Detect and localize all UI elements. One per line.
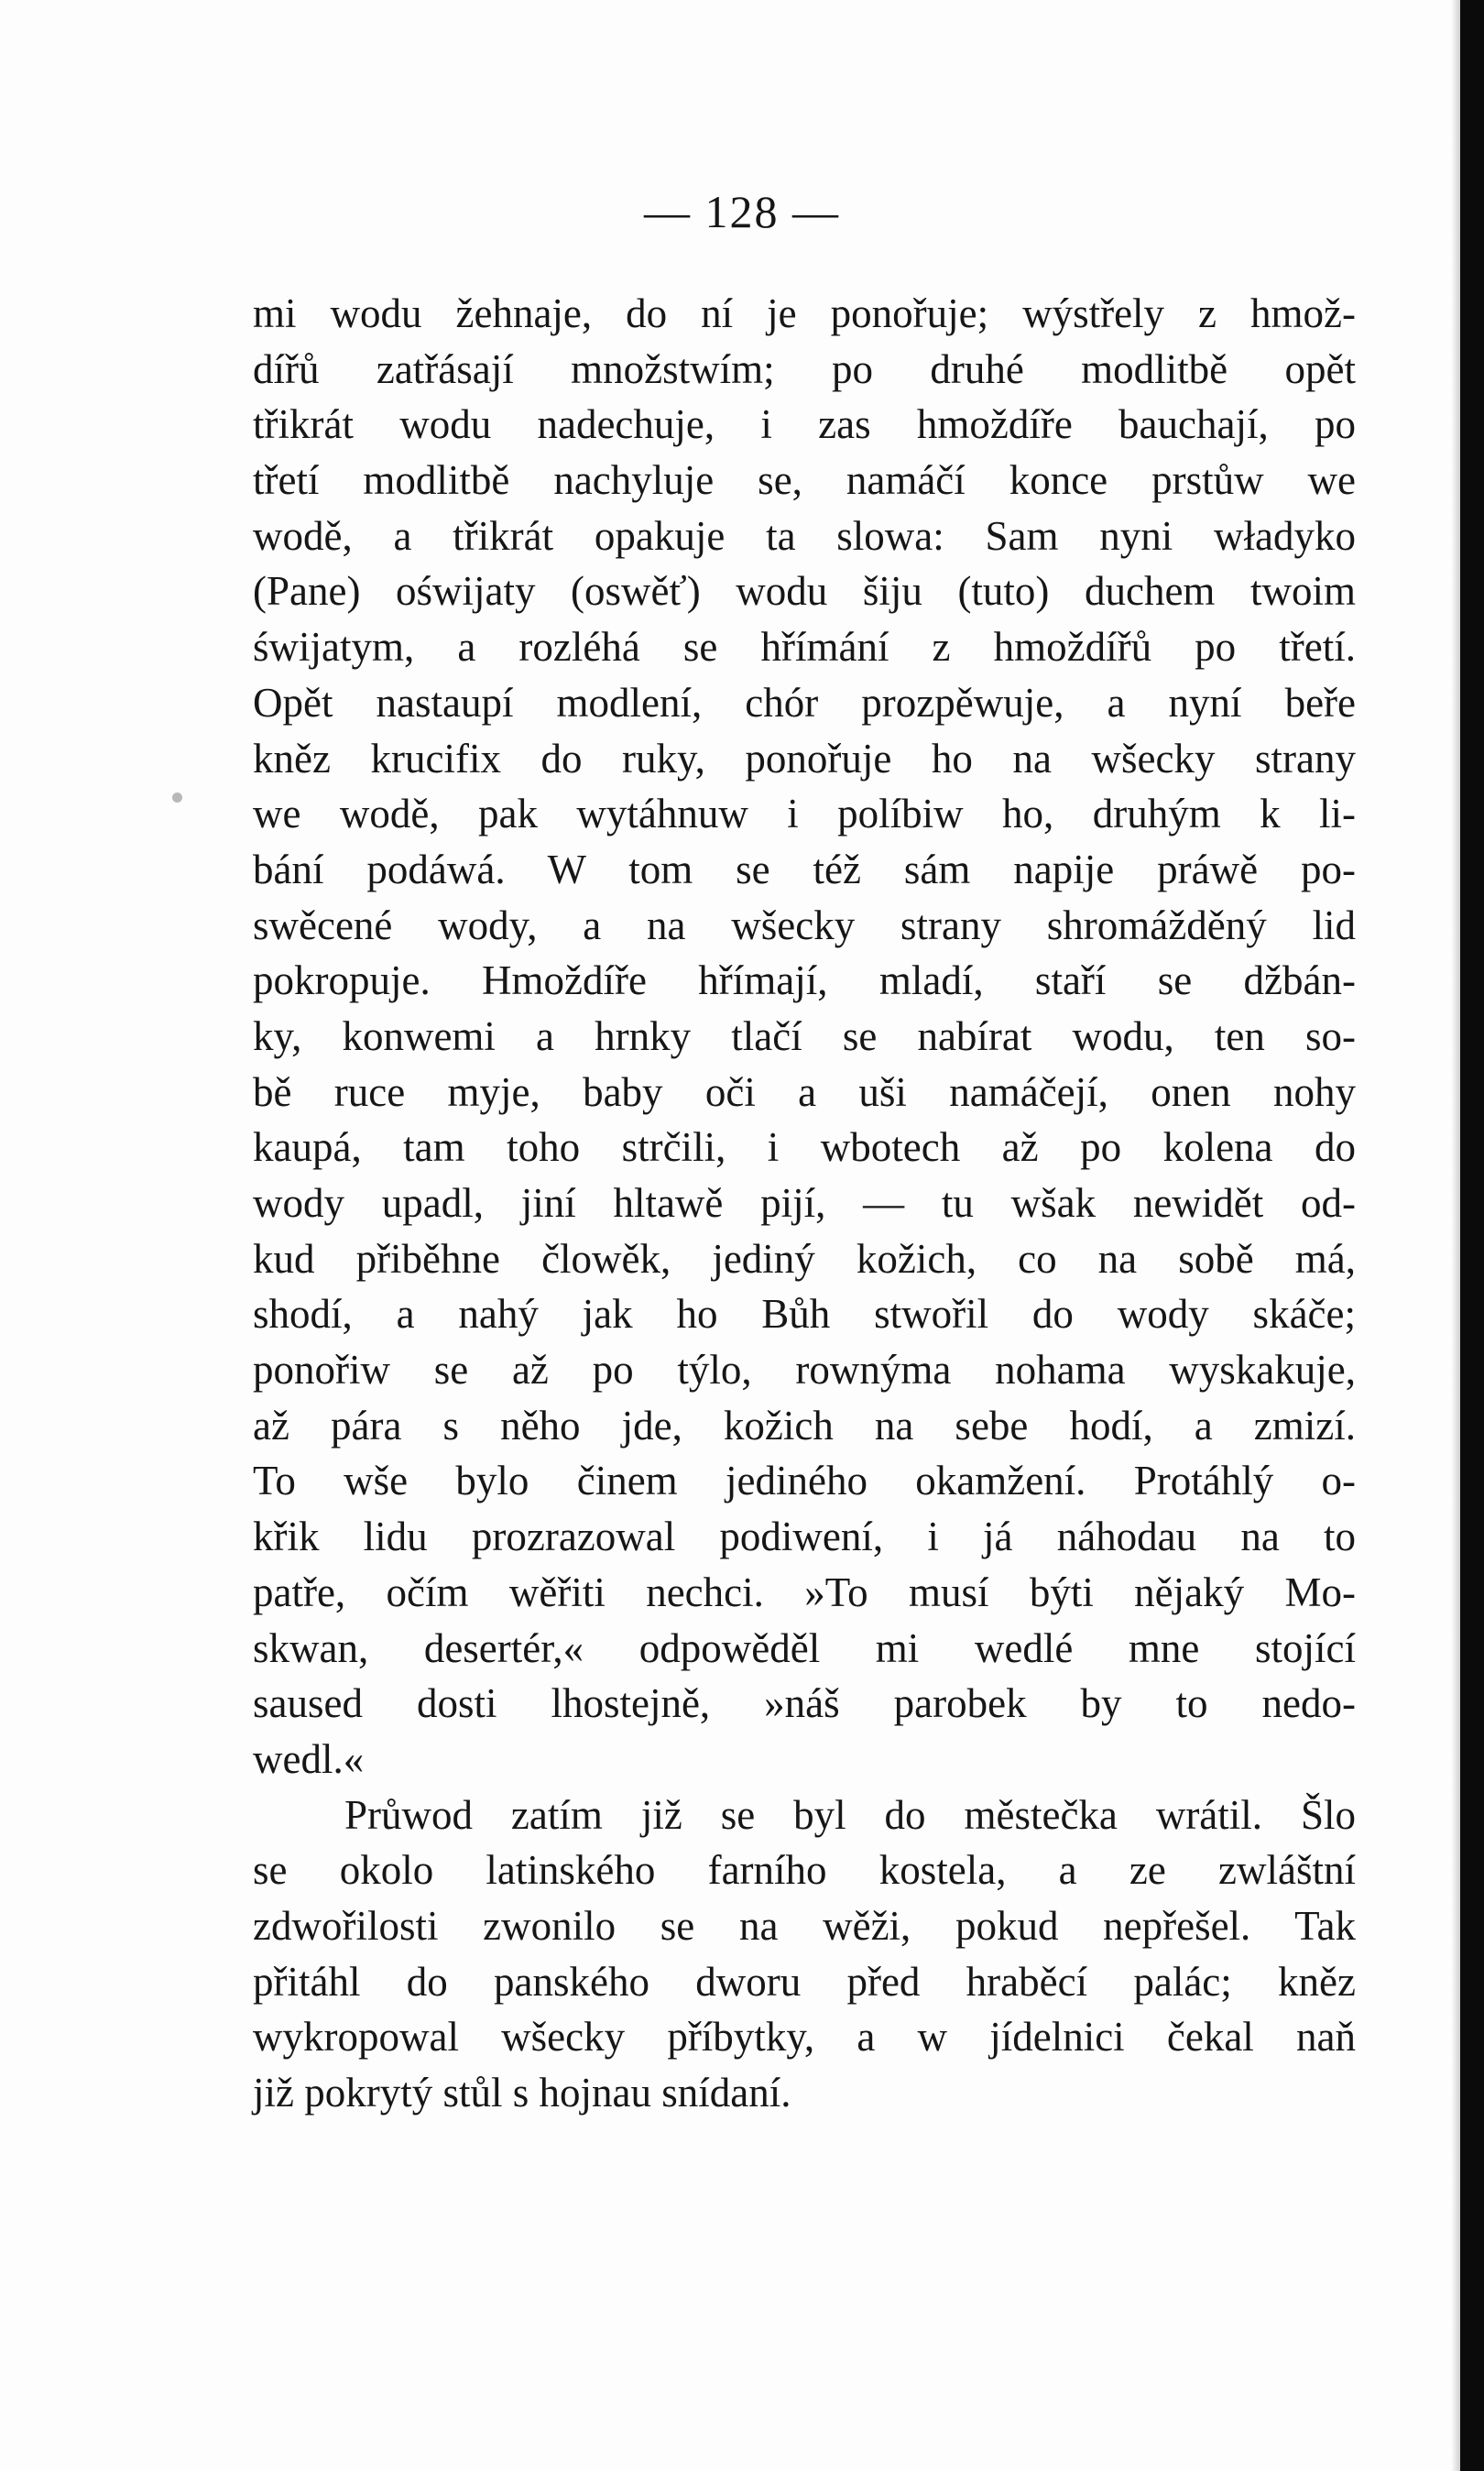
text-line: až pára s něho jde, kožich na sebe hodí, a zmizí. (253, 1402, 1356, 1449)
text-line: pokropuje. Hmoždíře hřímají, mladí, staří se džbán- (253, 957, 1356, 1004)
text-line: kud přiběhne člowěk, jediný kožich, co na sobě má, (253, 1235, 1356, 1282)
paper-speck (172, 793, 182, 803)
body-text (253, 286, 1356, 2121)
text-line: patře, očím wěřiti nechci. »To musí býti nějaký Mo- (253, 1569, 1356, 1615)
text-line: bě ruce myje, baby oči a uši namáčejí, onen nohy (253, 1068, 1356, 1115)
text-line: wody upadl, jiní hltawě pijí, — tu wšak newidět od- (253, 1180, 1356, 1226)
text-line: ky, konwemi a hrnky tlačí se nabírat wodu, ten so- (253, 1012, 1356, 1059)
text-line: kněz krucifix do ruky, ponořuje ho na wšecky strany (253, 735, 1356, 782)
text-line: saused dosti lhostejně, »náš parobek by to nedo- (253, 1680, 1356, 1727)
text-line: świjatym, a rozléhá se hřímání z hmoždířů po třetí. (253, 624, 1356, 671)
paragraph-start-line: Průwod zatím již se byl do městečka wrátil. Šlo (344, 1791, 1356, 1838)
text-line: To wše bylo činem jediného okamžení. Protáhlý o- (253, 1458, 1356, 1504)
text-line: shodí, a nahý jak ho Bůh stwořil do wody skáče; (253, 1291, 1356, 1338)
text-line: ponořiw se až po týlo, rownýma nohama wyskakuje, (253, 1347, 1356, 1394)
text-line: mi wodu žehnaje, do ní je ponořuje; wýstřely z hmož- (253, 290, 1356, 336)
text-line: Opět nastaupí modlení, chór prozpěwuje, a nyní beře (253, 679, 1356, 726)
page-edge-shadow (1451, 0, 1460, 2471)
text-line: se okolo latinského farního kostela, a ze zwláštní (253, 1847, 1356, 1894)
text-line: zdwořilosti zwonilo se na wěži, pokud nepřešel. Tak (253, 1902, 1356, 1949)
text-line: wedl.« (253, 1735, 365, 1782)
text-line: třetí modlitbě nachyluje se, namáčí konce prstůw we (253, 457, 1356, 504)
text-line: we wodě, pak wytáhnuw i políbiw ho, druhým k li- (253, 791, 1356, 837)
text-line: bání podáwá. W tom se též sám napije práwě po- (253, 846, 1356, 892)
page-number: — 128 — (644, 186, 840, 237)
text-line: přitáhl do panského dworu před hraběcí palác; kněz (253, 1958, 1356, 2005)
text-line: třikrát wodu nadechuje, i zas hmoždíře bauchají, po (253, 401, 1356, 448)
text-line: již pokrytý stůl s hojnau snídaní. (253, 2070, 791, 2116)
text-line: swěcené wody, a na wšecky strany shromážděný lid (253, 902, 1356, 948)
text-line: skwan, desertér,« odpowěděl mi wedlé mne stojící (253, 1624, 1356, 1671)
text-line: dířů zatřásají množstwím; po druhé modlitbě opět (253, 345, 1356, 392)
text-line: křik lidu prozrazowal podiwení, i já náhodau na to (253, 1514, 1356, 1560)
text-line: kaupá, tam toho strčili, i wbotech až po kolena do (253, 1124, 1356, 1171)
text-line: wodě, a třikrát opakuje ta slowa: Sam nyni władyko (253, 512, 1356, 559)
text-line: wykropowal wšecky příbytky, a w jídelnici čekal naň (253, 2014, 1356, 2061)
text-line: (Pane) oświjaty (oswěť) wodu šiju (tuto) duchem twoim (253, 568, 1356, 615)
page-edge (1460, 0, 1484, 2471)
